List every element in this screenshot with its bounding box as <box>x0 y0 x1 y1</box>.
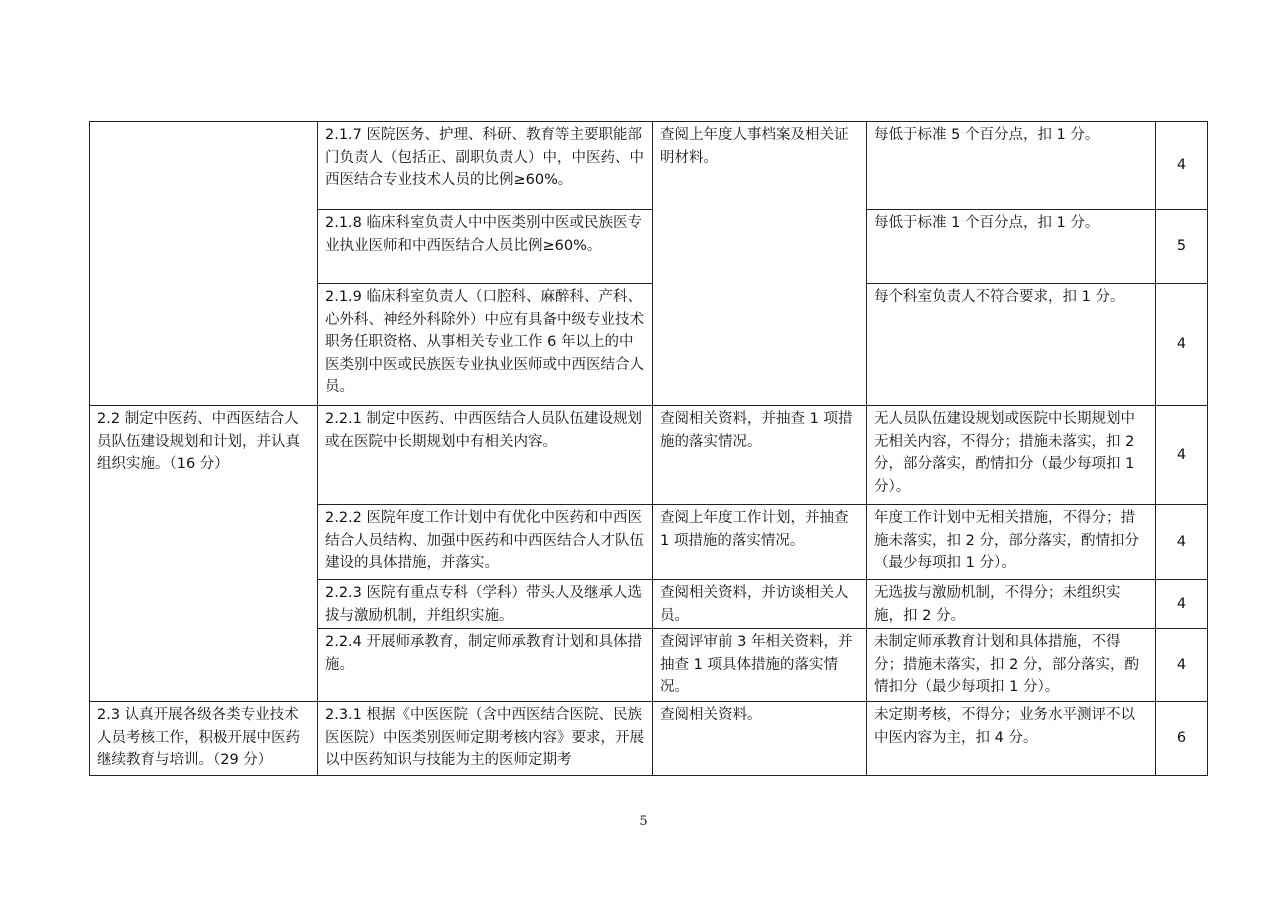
item-cell: 2.1.9 临床科室负责人（口腔科、麻醉科、产科、心外科、神经外科除外）中应有具备中级专业技术职务任职资格、从事相关专业工作 6 年以上的中医类别中医或民族医专业执业医师或中西医结合人员。 <box>318 284 653 406</box>
score-cell: 5 <box>1156 210 1208 284</box>
method-cell: 查阅相关资料。 <box>653 702 867 776</box>
score-cell: 4 <box>1156 580 1208 629</box>
criteria-cell: 未定期考核，不得分；业务水平测评不以中医内容为主，扣 4 分。 <box>867 702 1156 776</box>
item-cell: 2.1.8 临床科室负责人中中医类别中医或民族医专业执业医师和中西医结合人员比例≥60%。 <box>318 210 653 284</box>
score-cell: 4 <box>1156 505 1208 580</box>
criteria-cell: 未制定师承教育计划和具体措施，不得分；措施未落实，扣 2 分，部分落实，酌情扣分（最少每项扣 1 分）。 <box>867 629 1156 702</box>
method-cell: 查阅相关资料，并访谈相关人员。 <box>653 580 867 629</box>
item-cell: 2.1.7 医院医务、护理、科研、教育等主要职能部门负责人（包括正、副职负责人）中，中医药、中西医结合专业技术人员的比例≥60%。 <box>318 122 653 210</box>
criteria-cell: 每低于标准 5 个百分点，扣 1 分。 <box>867 122 1156 210</box>
category-cell-empty <box>90 122 318 406</box>
table-row <box>90 122 1208 210</box>
table-row <box>90 406 1208 505</box>
table-row <box>90 702 1208 776</box>
evaluation-table <box>89 121 1208 776</box>
criteria-cell: 每低于标准 1 个百分点，扣 1 分。 <box>867 210 1156 284</box>
score-cell: 6 <box>1156 702 1208 776</box>
item-cell: 2.3.1 根据《中医医院（含中西医结合医院、民族医医院）中医类别医师定期考核内容》要求，开展以中医药知识与技能为主的医师定期考 <box>318 702 653 776</box>
score-cell: 4 <box>1156 122 1208 210</box>
method-cell: 查阅相关资料，并抽查 1 项措施的落实情况。 <box>653 406 867 505</box>
criteria-cell: 每个科室负责人不符合要求，扣 1 分。 <box>867 284 1156 406</box>
item-cell: 2.2.2 医院年度工作计划中有优化中医药和中西医结合人员结构、加强中医药和中西医结合人才队伍建设的具体措施，并落实。 <box>318 505 653 580</box>
score-cell: 4 <box>1156 284 1208 406</box>
method-cell: 查阅评审前 3 年相关资料，并抽查 1 项具体措施的落实情况。 <box>653 629 867 702</box>
category-cell: 2.3 认真开展各级各类专业技术人员考核工作，积极开展中医药继续教育与培训。（29 分） <box>90 702 318 776</box>
criteria-cell: 年度工作计划中无相关措施，不得分；措施未落实，扣 2 分，部分落实，酌情扣分（最少每项扣 1 分）。 <box>867 505 1156 580</box>
method-cell: 查阅上年度人事档案及相关证明材料。 <box>653 122 867 406</box>
category-cell: 2.2 制定中医药、中西医结合人员队伍建设规划和计划，并认真组织实施。（16 分） <box>90 406 318 702</box>
score-cell: 4 <box>1156 406 1208 505</box>
criteria-cell: 无人员队伍建设规划或医院中长期规划中无相关内容，不得分；措施未落实，扣 2 分，部分落实，酌情扣分（最少每项扣 1 分）。 <box>867 406 1156 505</box>
item-cell: 2.2.4 开展师承教育，制定师承教育计划和具体措施。 <box>318 629 653 702</box>
method-cell: 查阅上年度工作计划，并抽查 1 项措施的落实情况。 <box>653 505 867 580</box>
item-cell: 2.2.3 医院有重点专科（学科）带头人及继承人选拔与激励机制，并组织实施。 <box>318 580 653 629</box>
page-number: 5 <box>639 814 648 829</box>
item-cell: 2.2.1 制定中医药、中西医结合人员队伍建设规划或在医院中长期规划中有相关内容。 <box>318 406 653 505</box>
criteria-cell: 无选拔与激励机制，不得分；未组织实施，扣 2 分。 <box>867 580 1156 629</box>
score-cell: 4 <box>1156 629 1208 702</box>
